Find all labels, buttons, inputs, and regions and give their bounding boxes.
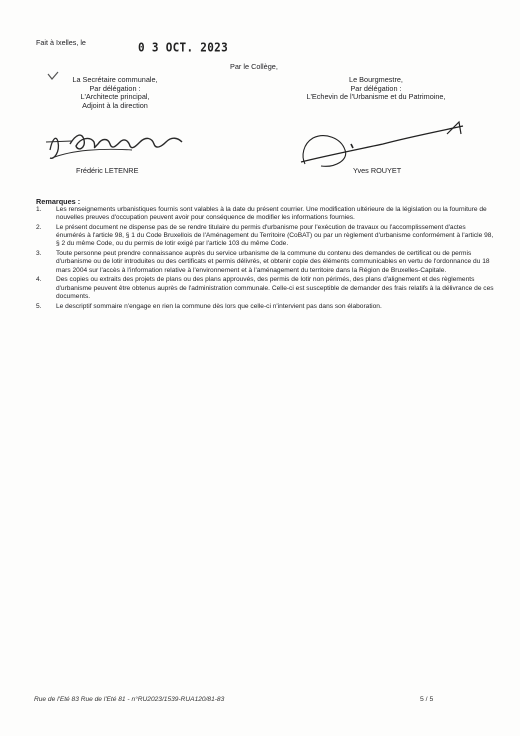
right-signatory-block: [283, 76, 469, 102]
right-signatory-name: Yves ROUYET: [353, 166, 402, 175]
remark-text: Le présent document ne dispense pas de se rendre titulaire du permis d'urbanisme pour l'exécution de travaux ou l'accomplissement d'actes énumérés à l'article 98, § 1 du Code Bruxellois de l'Aménagement du Territoire (CoBAT) ou par un règlement d'urbanisme conformément à l'article 98, § 2 du même Code, ou du permis de lotir exigé par l'article 103 du même Code.: [56, 224, 494, 248]
right-signatory-role: L'Echevin de l'Urbanisme et du Patrimoine,: [306, 92, 446, 102]
right-signatory-delegation: Par délégation :: [350, 83, 402, 93]
left-signatory-name: Frédéric LETENRE: [76, 166, 139, 175]
place-date-label: Fait à Ixelles, le: [36, 38, 86, 47]
remark-item: [36, 206, 494, 222]
remark-text: Le descriptif sommaire n'engage en rien la commune dès lors que celle-ci n'intervient pas dans son élaboration.: [56, 302, 382, 310]
left-signatory-delegation: Par délégation :: [89, 83, 141, 93]
left-signatory-block: [60, 76, 170, 110]
left-signature-icon: [42, 120, 192, 166]
remark-number: 4.: [36, 276, 42, 284]
page-number: 5 / 5: [420, 696, 434, 703]
left-signatory-role: L'Architecte principal,: [80, 92, 150, 102]
remark-item: [36, 250, 494, 275]
tick-mark-icon: [46, 70, 60, 82]
remark-text: Les renseignements urbanistiques fournis sont valables à la date du présent courrier. Une modification ultérieure de la législation ou la fourniture de nouvelles preuves d'occupation peuvent avoir pour conséquence de modifier les informations fournies.: [56, 206, 487, 222]
remark-number: 3.: [36, 250, 42, 258]
date-stamp: 0 3 OCT. 2023: [138, 40, 228, 55]
remark-item: [36, 303, 494, 311]
remark-number: 1.: [36, 206, 42, 213]
left-signatory-title: La Secrétaire communale,: [72, 75, 158, 84]
remark-text: Toute personne peut prendre connaissance auprès du service urbanisme de la commune du contenu des demandes de certificat ou de permis d'urbanisme ou de lotir introduites ou des certificats et permis délivrés, et obtenir copie des éléments communicables en vertu de l'ordonnance du 18 mars 2004 sur l'accès à l'information relative à l'environnement et à l'aménagement du territoire dans la Région de Bruxelles-Capitale.: [56, 250, 490, 274]
right-signature-icon: [295, 116, 475, 172]
left-signatory-subrole: Adjoint à la direction: [82, 100, 148, 110]
footer-reference: Rue de l'Eté 83 Rue de l'Eté 81 - n°RU2023/1539-RUA120/81-83: [34, 696, 225, 703]
college-label: Par le Collège,: [230, 62, 278, 71]
remark-number: 5.: [36, 302, 42, 310]
remark-item: [36, 224, 494, 249]
remark-item: [36, 276, 494, 301]
remark-number: 2.: [36, 224, 42, 231]
remarks-title: Remarques :: [36, 197, 81, 206]
remarks-list: [36, 206, 494, 312]
remark-text: Des copies ou extraits des projets de plans ou des plans approuvés, des permis de lotir non périmés, des plans d'alignement et des règlements d'urbanisme peuvent être obtenus auprès de l'administration communale. Celle-ci est susceptible de demander des frais relatifs à la délivrance de ces documents.: [56, 276, 494, 300]
right-signatory-title: Le Bourgmestre,: [349, 75, 403, 84]
